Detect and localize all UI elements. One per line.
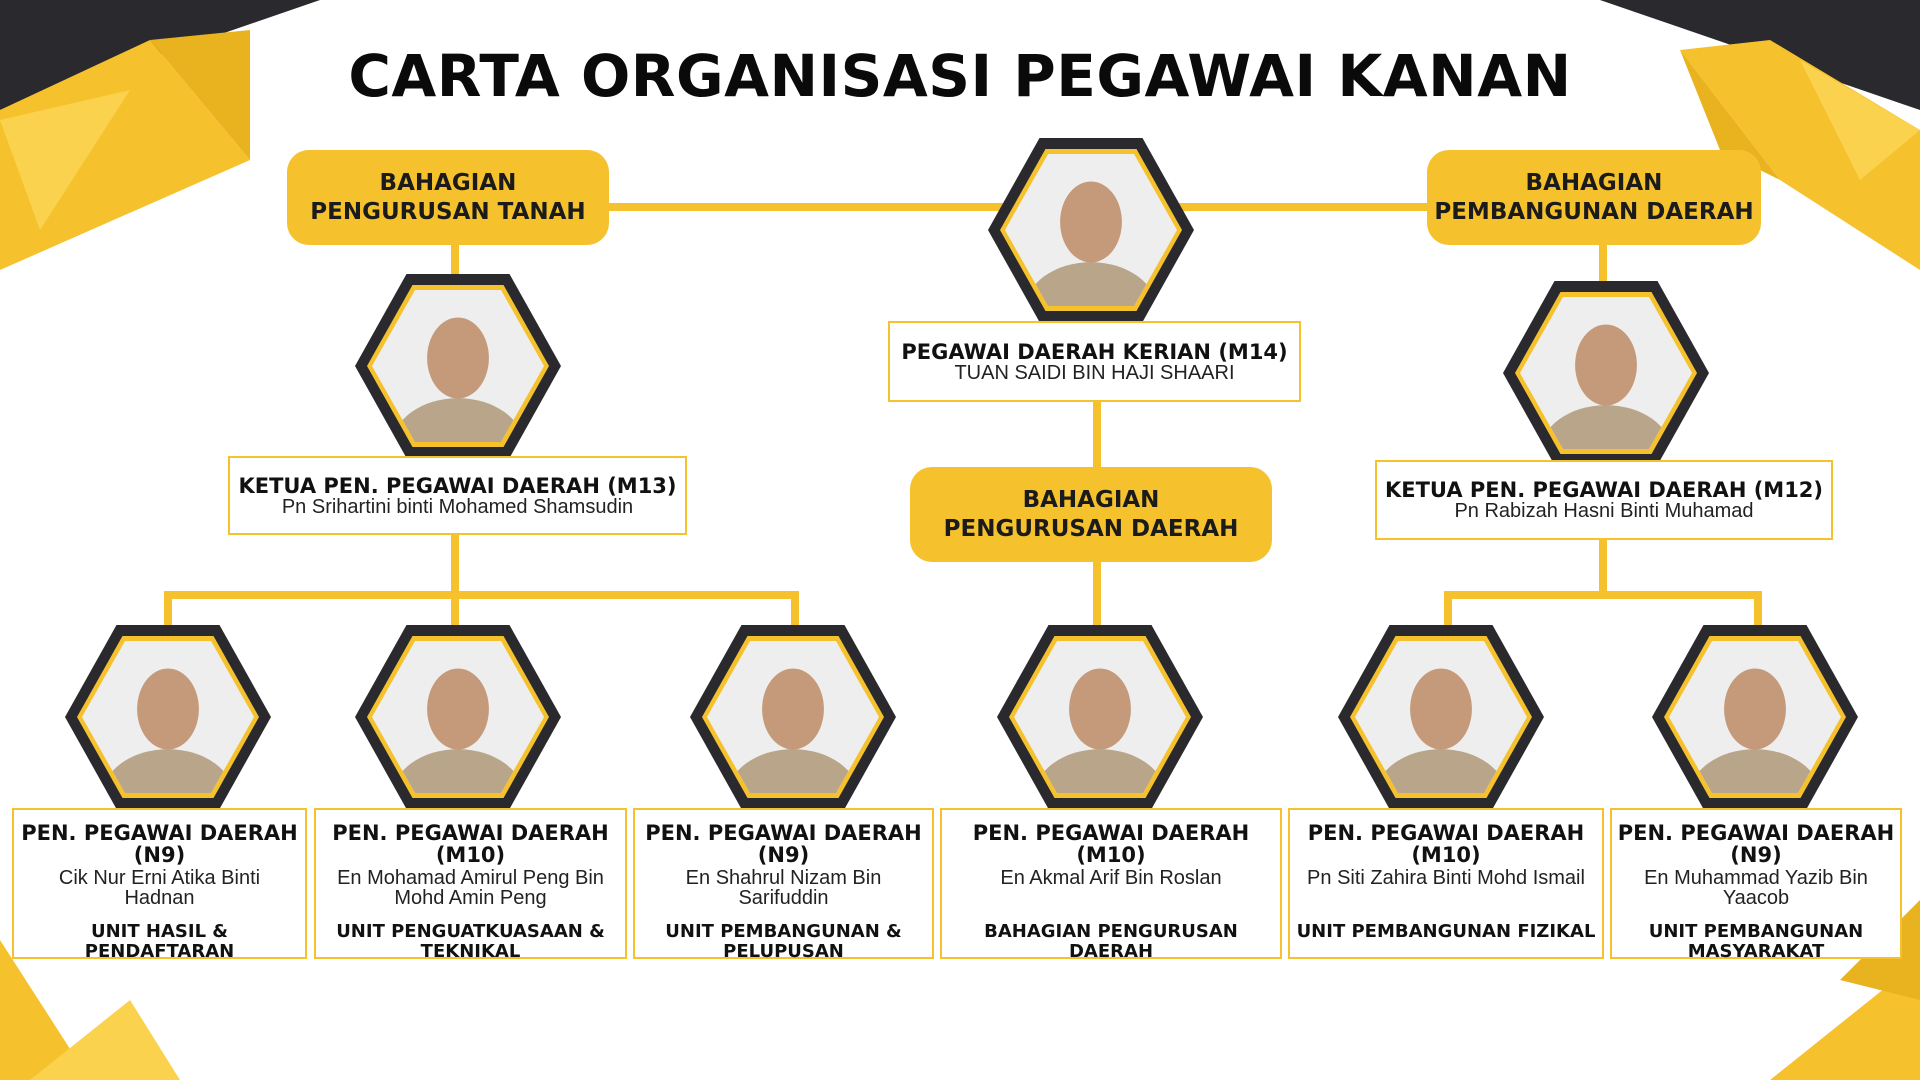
officer-role: PEN. PEGAWAI DAERAH (M10) <box>1307 821 1585 867</box>
officer-role: PEN. PEGAWAI DAERAH (N9) <box>645 821 922 867</box>
portrait-right-lead <box>1503 281 1709 465</box>
hexagon-frame <box>1338 625 1544 809</box>
portrait-head <box>988 138 1194 322</box>
hexagon-frame <box>1503 281 1709 465</box>
officer-unit: UNIT PEMBANGUNAN FIZIKAL <box>1296 921 1596 942</box>
portrait-left-lead <box>355 274 561 458</box>
portrait-officer-5 <box>1338 625 1544 809</box>
officer-unit: UNIT PEMBANGUNAN & PELUPUSAN <box>665 921 902 962</box>
officer-name: En Shahrul Nizam Bin Sarifuddin <box>685 867 882 909</box>
officer-name: En Muhammad Yazib Bin Yaacob <box>1644 867 1868 909</box>
officer-name: En Akmal Arif Bin Roslan <box>1000 867 1222 889</box>
officer-unit: UNIT PENGUATKUASAAN & TEKNIKAL <box>336 921 605 962</box>
portrait-officer-3 <box>690 625 896 809</box>
officer-name: Pn Srihartini binti Mohamed Shamsudin <box>281 495 634 518</box>
officer-role: PEGAWAI DAERAH KERIAN (M14) <box>901 339 1288 364</box>
officer-card-1 <box>12 808 307 962</box>
officer-role: PEN. PEGAWAI DAERAH (M10) <box>332 821 609 867</box>
officer-name: Pn Siti Zahira Binti Mohd Ismail <box>1307 867 1585 889</box>
officer-name: TUAN SAIDI BIN HAJI SHAARI <box>954 361 1235 384</box>
officer-name: Cik Nur Erni Atika Binti Hadnan <box>58 867 261 909</box>
officer-name: Pn Rabizah Hasni Binti Muhamad <box>1454 500 1754 522</box>
division-label-line2: PENGURUSAN TANAH <box>310 198 586 225</box>
division-label-line2: PENGURUSAN DAERAH <box>943 515 1239 542</box>
head-officer-box <box>888 321 1301 402</box>
hexagon-frame <box>65 625 271 809</box>
portrait-officer-2 <box>355 625 561 809</box>
officer-card-5 <box>1288 808 1604 959</box>
hexagon-frame <box>997 625 1203 809</box>
officer-card-2 <box>314 808 627 962</box>
officer-role: PEN. PEGAWAI DAERAH (N9) <box>21 821 298 867</box>
officer-role: KETUA PEN. PEGAWAI DAERAH (M13) <box>238 473 677 498</box>
left-lead-box <box>228 456 687 535</box>
hexagon-frame <box>355 625 561 809</box>
division-pembangunan-daerah <box>1427 150 1761 245</box>
officer-role: PEN. PEGAWAI DAERAH (M10) <box>972 821 1250 867</box>
division-label-line1: BAHAGIAN <box>379 169 517 196</box>
officer-card-3 <box>633 808 934 962</box>
hexagon-frame <box>355 274 561 458</box>
officer-role: PEN. PEGAWAI DAERAH (N9) <box>1617 821 1895 867</box>
right-lead-box <box>1375 460 1833 540</box>
page-title: CARTA ORGANISASI PEGAWAI KANAN <box>348 42 1572 110</box>
hexagon-frame <box>690 625 896 809</box>
officer-card-4 <box>940 808 1282 962</box>
portrait-officer-1 <box>65 625 271 809</box>
portrait-officer-6 <box>1652 625 1858 809</box>
division-pengurusan-daerah <box>910 467 1272 562</box>
officer-unit: UNIT PEMBANGUNAN MASYARAKAT <box>1648 921 1864 962</box>
division-pengurusan-tanah <box>287 150 609 245</box>
officer-unit: BAHAGIAN PENGURUSAN DAERAH <box>984 921 1238 962</box>
officer-name: En Mohamad Amirul Peng Bin Mohd Amin Peng <box>337 867 604 909</box>
hexagon-frame <box>1652 625 1858 809</box>
portrait-officer-4 <box>997 625 1203 809</box>
officer-role: KETUA PEN. PEGAWAI DAERAH (M12) <box>1384 478 1824 502</box>
officer-unit: UNIT HASIL & PENDAFTARAN <box>84 921 235 962</box>
division-label-line1: BAHAGIAN <box>1525 169 1663 196</box>
hexagon-frame <box>988 138 1194 322</box>
division-label-line2: PEMBANGUNAN DAERAH <box>1434 198 1754 225</box>
officer-card-6 <box>1610 808 1902 962</box>
division-label-line1: BAHAGIAN <box>1022 486 1160 513</box>
